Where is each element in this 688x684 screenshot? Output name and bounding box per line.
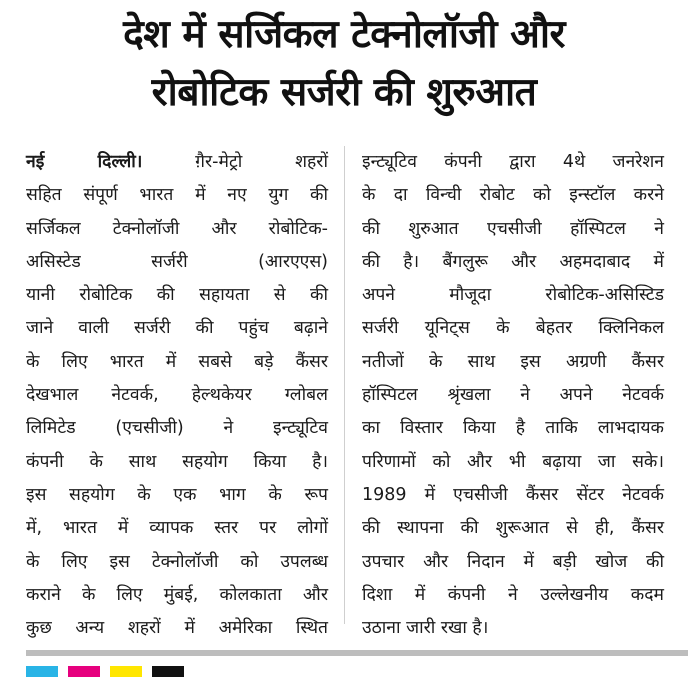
article-column-right bbox=[362, 146, 664, 645]
article-line: की है। बैंगलुरू और अहमदाबाद में bbox=[362, 251, 664, 272]
article-line: उपचार और निदान में बड़ी खोज की bbox=[362, 551, 664, 572]
article-line: सहित संपूर्ण भारत में नए युग की bbox=[26, 185, 328, 206]
article-line: अपने मौजूदा रोबोटिक-असिस्टिड bbox=[362, 285, 664, 306]
article-line: लिमिटेड (एचसीजी) ने इन्ट्यूटिव bbox=[26, 418, 328, 439]
article-line: सर्जिकल टेक्नोलॉजी और रोबोटिक- bbox=[26, 218, 328, 239]
black-swatch bbox=[152, 666, 184, 677]
magenta-swatch bbox=[68, 666, 100, 677]
article-line: जाने वाली सर्जरी की पहुंच बढ़ाने bbox=[26, 318, 328, 339]
article-line: के लिए भारत में सबसे बड़े कैंसर bbox=[26, 351, 328, 372]
article-line: कंपनी के साथ सहयोग किया है। bbox=[26, 451, 328, 472]
article-line: के दा विन्ची रोबोट को इन्स्टॉल करने bbox=[362, 185, 664, 206]
article-line: उठाना जारी रखा है। bbox=[362, 618, 489, 639]
article-line: की स्थापना की शुरूआत से ही, कैंसर bbox=[362, 518, 664, 539]
article-line: इन्ट्यूटिव कंपनी द्वारा 4थे जनरेशन bbox=[362, 152, 664, 172]
article-line-text: ग़ैर-मेट्रो शहरों bbox=[142, 152, 328, 172]
article-line: परिणामों को और भी बढ़ाया जा सके। bbox=[362, 451, 664, 472]
article-line: 1989 में एचसीजी कैंसर सेंटर नेटवर्क bbox=[362, 484, 664, 505]
article-line: कुछ अन्य शहरों में अमेरिका स्थित bbox=[26, 618, 328, 639]
article-line: के लिए इस टेक्नोलॉजी को उपलब्ध bbox=[26, 551, 328, 572]
article-line: देखभाल नेटवर्क, हेल्थकेयर ग्लोबल bbox=[26, 385, 328, 406]
footer-gray-bar bbox=[26, 650, 688, 656]
column-divider bbox=[344, 146, 345, 624]
headline-line-1: देश में सर्जिकल टेक्नोलॉजी और bbox=[123, 12, 565, 57]
article-line: में, भारत में व्यापक स्तर पर लोगों bbox=[26, 518, 328, 539]
dateline: नई दिल्ली। bbox=[26, 152, 143, 172]
article-line: इस सहयोग के एक भाग के रूप bbox=[26, 484, 328, 505]
article-body bbox=[26, 146, 666, 639]
yellow-swatch bbox=[110, 666, 142, 677]
article-line: हॉस्पिटल श्रृंखला ने अपने नेटवर्क bbox=[362, 385, 664, 406]
article-line: कराने के लिए मुंबई, कोलकाता और bbox=[26, 584, 328, 605]
article-line bbox=[26, 146, 328, 179]
article-line: असिस्टेड सर्जरी (आरएएस) bbox=[26, 251, 328, 272]
cyan-swatch bbox=[26, 666, 58, 677]
article-line: यानी रोबोटिक की सहायता से की bbox=[26, 285, 328, 306]
article-line: नतीजों के साथ इस अग्रणी कैंसर bbox=[362, 351, 664, 372]
article-column-left bbox=[26, 146, 328, 645]
article-line: सर्जरी यूनिट्स के बेहतर क्लिनिकल bbox=[362, 318, 664, 339]
article-line: की शुरुआत एचसीजी हॉस्पिटल ने bbox=[362, 218, 664, 239]
headline-line-2: रोबोटिक सर्जरी की शुरुआत bbox=[151, 70, 537, 115]
article-line: दिशा में कंपनी ने उल्लेखनीय कदम bbox=[362, 584, 664, 605]
headline bbox=[0, 6, 688, 122]
article-line: का विस्तार किया है ताकि लाभदायक bbox=[362, 418, 664, 439]
